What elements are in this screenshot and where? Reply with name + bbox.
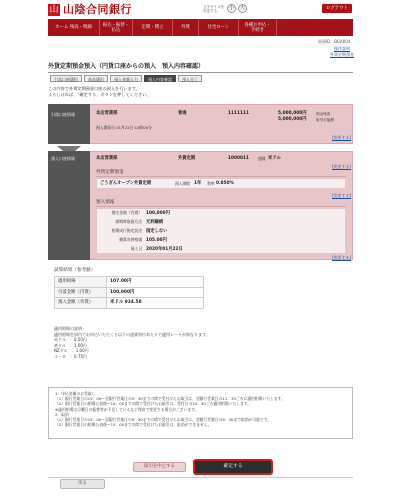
nav-item-time-deposit[interactable]: 定期・積立: [133, 19, 173, 36]
logout-button[interactable]: ログアウト: [322, 4, 352, 13]
header: [0, 0, 400, 19]
deposit-account-number: 1000011: [228, 156, 249, 161]
rate-note-line: 適用相場を国内でお申込いただくと以下の通貨単位あたりで適用レートが異なります。: [54, 331, 210, 337]
step-2: 商品選択: [84, 75, 108, 82]
notice-line: （1）銀行営業日の15：00～翌銀行営業日の9：30までの間で受付けたお取引は、翌銀行営業日の11：30ごろに適用相場いたします。: [55, 396, 285, 402]
product-info-link[interactable]: 外貨定期預金: [330, 52, 354, 57]
table-row: [55, 287, 204, 298]
title-divider: [48, 72, 353, 73]
bank-logo-icon: 山: [49, 5, 59, 15]
result-title: 試算結果（参考値）: [54, 268, 96, 273]
rate-note-line: 米ドル ：0.50円: [54, 337, 87, 343]
deposit-row-label: 概算為替相場: [119, 237, 142, 242]
page-title: 外貨定期預金預入（円貨口座からの預入 預入内容確認）: [48, 63, 205, 70]
result-label: 引落金額（円貨）: [55, 287, 107, 298]
product-section-title: 外貨定期預金: [96, 170, 346, 177]
rate-note-line: ユーロ ：0.75円: [54, 353, 87, 359]
deposit-currency: 米ドル: [268, 156, 281, 161]
result-table: [54, 276, 204, 309]
notice-line: （2）銀行営業日の相場公表後～15：00までの間で受付けたお取引は、受付日の15：30ごろ適用相場いたします。: [55, 401, 252, 407]
product-change-link[interactable]: [変更する]: [332, 193, 352, 198]
deposit-change-link[interactable]: [変更する]: [332, 164, 352, 169]
term-label: 預入期間: [175, 180, 191, 186]
deposit-row-value: 105.00円: [146, 237, 167, 243]
notice-line: （2）銀行営業日の相場公表後～15：00までの間で受付けたお取引は、取消ができません。: [55, 422, 212, 428]
main-nav: [48, 19, 353, 36]
nav-filler: [277, 19, 353, 36]
debit-available-note: 取引可能額: [316, 117, 334, 122]
step-3: 預入金額入力: [110, 75, 142, 82]
debit-account-panel: [48, 104, 353, 144]
nav-item-foreign-currency[interactable]: 外貨: [173, 19, 199, 36]
intro-line-2: よろしければ、「確定する」ボタンを押してください。: [48, 92, 151, 97]
deposit-row-label: 預入日: [130, 246, 142, 251]
notice-line: 2．取消: [55, 411, 69, 417]
font-size-label: 文字サイズを変更する: [203, 5, 225, 14]
deposit-account-label: 預入口座情報: [48, 151, 90, 260]
notice-line: 1．申込金額のお受取し: [55, 391, 96, 396]
deposit-info-section-title: 預入情報: [96, 200, 346, 207]
font-small-button[interactable]: 小: [228, 5, 234, 11]
help-link[interactable]: 操作説明: [334, 46, 350, 51]
confirm-button[interactable]: 確定する: [193, 459, 273, 475]
rate-note: [54, 326, 210, 360]
rate-note-line: 豪ドル ：1.00円: [54, 342, 87, 348]
debit-change-link[interactable]: [変更する]: [332, 135, 352, 140]
progress-steps: [50, 75, 204, 82]
deposit-row-value: 指定しない: [146, 228, 168, 234]
debit-account-label: 引落口座情報: [48, 104, 90, 144]
intro-text: [48, 86, 151, 98]
deposit-info-change-link[interactable]: [変更する]: [332, 255, 352, 260]
term-value: 1年: [194, 181, 202, 186]
result-value: 107.00円: [107, 277, 204, 288]
notice-box: [48, 387, 353, 439]
notice-line: （1）銀行営業日の15：00～翌銀行営業日の9：30までの間で受付けたお取引は、翌銀行営業日の9：30まで取消が可能です。: [55, 417, 272, 423]
nav-item-home[interactable]: ホーム 残高・明細: [48, 19, 100, 36]
step-1: 引落口座選択: [50, 75, 82, 82]
intro-line-1: この内容で外貨定期預金口座の預入を行います。: [48, 86, 140, 91]
result-label: 預入金額（外貨）: [55, 298, 107, 309]
notice-line: ※適用相場は日曜日の振替等が不足しているなど理由で変更する場合がございます。: [55, 406, 199, 412]
deposit-row-label: 指定金額（円貨）: [111, 210, 142, 215]
table-row: [55, 298, 204, 309]
nav-item-transfer[interactable]: 振込・振替・ 払込: [100, 19, 133, 36]
step-4-current: 預入内容確認: [144, 75, 176, 82]
screen-id: 画面ID：BGA004: [318, 39, 351, 44]
back-button[interactable]: 戻る: [60, 479, 105, 489]
footer-divider: [48, 477, 353, 478]
result-value: 米ドル 934.58: [107, 298, 204, 309]
debit-account-type: 普通: [178, 111, 187, 116]
rate-label: 利率: [207, 180, 215, 186]
nav-item-applications[interactable]: 各種お申込・ 手続き: [239, 19, 277, 36]
table-row: [55, 277, 204, 288]
deposit-account-type: 外貨定期: [178, 156, 196, 161]
rate-value: 0.850%: [216, 181, 234, 186]
debit-account-number: 1111111: [228, 111, 249, 116]
debit-branch: 本店営業部: [96, 111, 118, 116]
rate-note-line: 適用相場の説明: [54, 326, 82, 331]
deposit-row-value: 100,000円: [146, 210, 170, 216]
deposit-branch: 本店営業部: [96, 156, 118, 161]
result-value: 100,000円: [107, 287, 204, 298]
debit-available: 5,000,000円: [278, 117, 307, 122]
deposit-row-value: 2020年01月22日: [146, 246, 183, 252]
deposit-row-value: 元利継続: [146, 219, 164, 225]
nav-item-housing-loan[interactable]: 住宅ローン: [199, 19, 239, 36]
bank-name: 山陰合同銀行: [63, 3, 132, 16]
product-name: ごうぎんオープン外貨定期: [100, 181, 152, 186]
cancel-transaction-button[interactable]: 取引を中止する: [133, 462, 186, 472]
result-label: 適用相場: [55, 277, 107, 288]
font-large-button[interactable]: 大: [239, 5, 245, 11]
step-5: 預入完了: [178, 75, 202, 82]
debit-start-date: 預入開始日 01月22日 10時00分: [96, 125, 152, 130]
deposit-row-label: 相場成行指定設定: [111, 228, 142, 233]
debit-balance: 5,000,000円: [278, 111, 307, 116]
deposit-row-label: 満期時取扱方法: [115, 219, 142, 224]
deposit-currency-label: 通貨: [258, 155, 266, 161]
rate-note-line: NZドル ：1.00円: [54, 348, 89, 354]
debit-balance-note: 預金残高: [316, 111, 331, 116]
